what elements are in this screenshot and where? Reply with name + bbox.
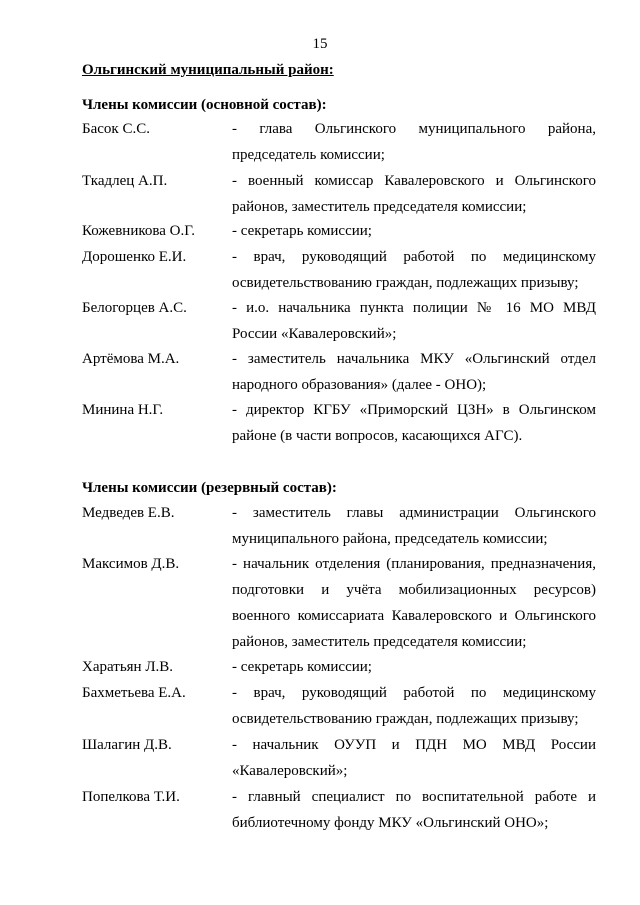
role-line: - заместитель начальника МКУ «Ольгинский отдел bbox=[232, 351, 596, 367]
member-name: Минина Н.Г. bbox=[82, 402, 164, 418]
role-line: - и.о. начальника пункта полиции № 16 МО МВД bbox=[232, 300, 596, 316]
member-role bbox=[232, 732, 596, 784]
member-role bbox=[232, 346, 596, 398]
role-line: - врач, руководящий работой по медицинскому bbox=[232, 685, 596, 701]
role-line: - секретарь комиссии; bbox=[232, 223, 372, 239]
member-role bbox=[232, 116, 596, 168]
role-line: подготовки и учёта мобилизационных ресурсов) bbox=[232, 582, 596, 598]
district-title: Ольгинский муниципальный район: bbox=[82, 62, 334, 78]
member-role bbox=[232, 551, 596, 655]
member-name: Медведев Е.В. bbox=[82, 505, 175, 521]
member-name: Харатьян Л.В. bbox=[82, 659, 174, 675]
role-line: библиотечному фонду МКУ «Ольгинский ОНО»; bbox=[232, 815, 549, 831]
role-line: освидетельствованию граждан, подлежащих призыву; bbox=[232, 711, 579, 727]
member-name: Ткадлец А.П. bbox=[82, 173, 168, 189]
role-line: муниципального района, председатель комиссии; bbox=[232, 531, 548, 547]
member-name: Попелкова Т.И. bbox=[82, 789, 180, 805]
member-role bbox=[232, 654, 596, 680]
member-name: Басок С.С. bbox=[82, 121, 150, 137]
role-line: военного комиссариата Кавалеровского и Ольгинского bbox=[232, 608, 596, 624]
member-role bbox=[232, 680, 596, 732]
role-line: «Кавалеровский»; bbox=[232, 763, 348, 779]
role-line: - секретарь комиссии; bbox=[232, 659, 372, 675]
member-role bbox=[232, 218, 596, 244]
member-name: Артёмова М.А. bbox=[82, 351, 180, 367]
member-role bbox=[232, 500, 596, 552]
role-line: районе (в части вопросов, касающихся АГС). bbox=[232, 428, 523, 444]
page-number: 15 bbox=[312, 36, 328, 52]
member-name: Белогорцев А.С. bbox=[82, 300, 187, 316]
role-line: - директор КГБУ «Приморский ЦЗН» в Ольгинском bbox=[232, 402, 596, 418]
member-role bbox=[232, 295, 596, 347]
main-section-heading: Члены комиссии (основной состав): bbox=[82, 97, 327, 113]
role-line: - начальник отделения (планирования, предназначения, bbox=[232, 556, 596, 572]
role-line: районов, заместитель председателя комиссии; bbox=[232, 634, 527, 650]
role-line: народного образования» (далее - ОНО); bbox=[232, 377, 487, 393]
role-line: - начальник ОУУП и ПДН МО МВД России bbox=[232, 737, 596, 753]
role-line: - главный специалист по воспитательной работе и bbox=[232, 789, 596, 805]
member-name: Бахметьева Е.А. bbox=[82, 685, 186, 701]
member-role bbox=[232, 168, 596, 220]
role-line: председатель комиссии; bbox=[232, 147, 385, 163]
role-line: - глава Ольгинского муниципального района, bbox=[232, 121, 596, 137]
reserve-section-heading: Члены комиссии (резервный состав): bbox=[82, 480, 337, 496]
member-role bbox=[232, 397, 596, 449]
member-name: Максимов Д.В. bbox=[82, 556, 180, 572]
role-line: районов, заместитель председателя комиссии; bbox=[232, 199, 527, 215]
member-role bbox=[232, 784, 596, 836]
member-name: Шалагин Д.В. bbox=[82, 737, 172, 753]
role-line: России «Кавалеровский»; bbox=[232, 326, 397, 342]
role-line: - заместитель главы администрации Ольгинского bbox=[232, 505, 596, 521]
role-line: освидетельствованию граждан, подлежащих призыву; bbox=[232, 275, 579, 291]
member-name: Дорошенко Е.И. bbox=[82, 249, 187, 265]
member-name: Кожевникова О.Г. bbox=[82, 223, 195, 239]
role-line: - врач, руководящий работой по медицинскому bbox=[232, 249, 596, 265]
member-role bbox=[232, 244, 596, 296]
role-line: - военный комиссар Кавалеровского и Ольгинского bbox=[232, 173, 596, 189]
